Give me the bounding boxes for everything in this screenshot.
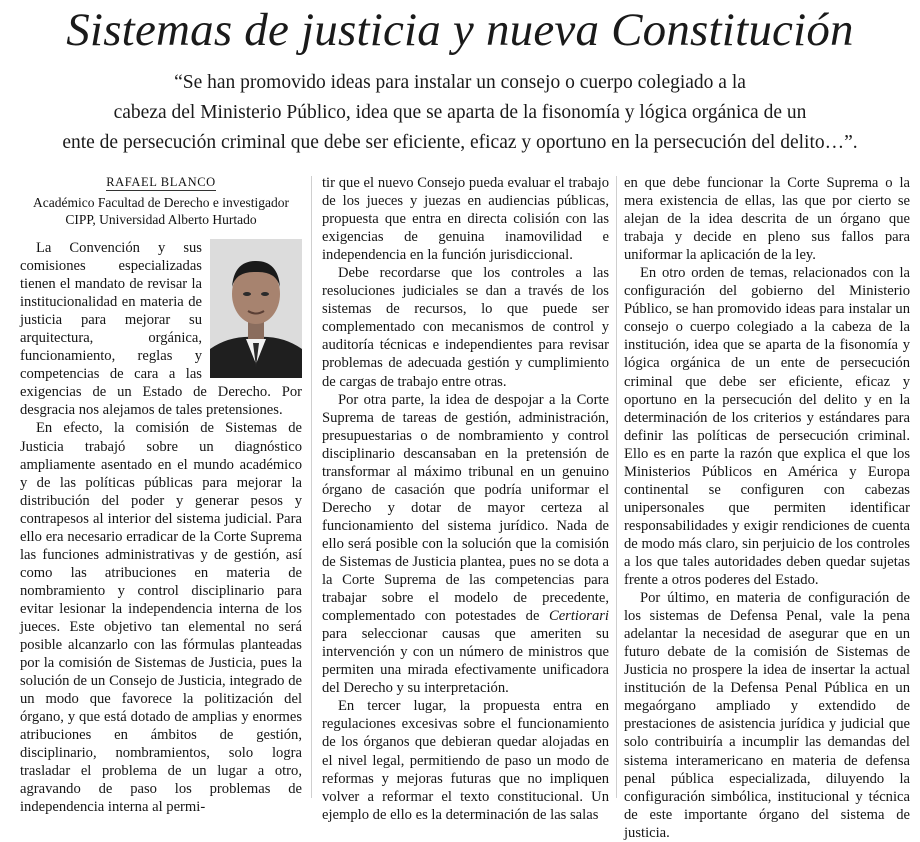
paragraph: En efecto, la comisión de Sistemas de Justicia trabajó sobre un diagnóstico ampliamente asentado en el mundo académico y de las políticas públicas para mejorar la distribución del poder y generar pesos y contrapesos al interior del sistema judicial. Para ello era necesario erradicar de la Corte Suprema las funciones administrativas y de gestión, así como las atribuciones en materia de nombramiento y control disciplinario para evitar lesionar la independencia interna de los jueces. Este objetivo tan elemental no será posible alcanzarlo con las fórmulas planteadas por la comisión de Sistemas de Justicia, pues la solución de un Consejo de Justicia, integrado de un modo que favorece la politización del órgano, y que está dotado de amplias y enormes atribuciones en ámbitos de gestión, disciplinario, nombramientos, solo logra trasladar el problema de un lugar a otro, agravando de paso los problemas de independencia interna al permi- — [20, 420, 302, 816]
latin-term: Certiorari — [548, 608, 609, 625]
author-photo — [210, 239, 302, 378]
headline: Sistemas de justicia y nueva Constitución — [66, 4, 854, 56]
paragraph-text: Por otra parte, la idea de despojar a la Corte Suprema de tareas de gestión, administración, presupuestarias o de nombramiento y control disciplinario descansaban en la pretensión de transformar al máximo tribunal en un genuino órgano de casación que podría uniformar el Derecho y dotar de mayor certeza al funcionamiento del sistema jurídico. Nada de ello será posible con la solución que la comisión de Sistemas de Justicia plantea, pues no se dota a la Corte Suprema de las competencias para trabajar sobre el modelo de precedente, complementado con potestades de — [322, 391, 609, 625]
lead-quote-line: cabeza del Ministerio Público, idea que se aparta de la fisonomía y lógica orgánica de un — [113, 102, 807, 123]
paragraph-text: para seleccionar causas que ameriten su intervención y con un número de ministros que permiten una mirada efectivamente unificadora del Derecho y su interpretación. — [322, 626, 609, 697]
author-portrait-icon — [210, 239, 302, 378]
article-column-3 — [624, 174, 910, 842]
paragraph: Debe recordarse que los controles a las resoluciones judiciales se dan a través de los sistemas de recursos, lo que puede ser complementado con mecanismos de control y auditoría técnicas e independientes para revisar problemas de adecuada gestión y cumplimiento de cargas de trabajo entre otras. — [322, 265, 609, 390]
column-rule — [616, 176, 617, 798]
author-name: RAFAEL BLANCO — [106, 175, 216, 189]
author-affiliation-line: Académico Facultad de Derecho e investigador — [32, 195, 290, 210]
paragraph: Por último, en materia de configuración de los sistemas de Defensa Penal, vale la pena adelantar la necesidad de asegurar que en un futuro debate de la comisión de Sistemas de Justicia no prospere la idea de insertar la actual institución de la Defensa Penal Pública en un megaórgano ampliado y extendido de prestaciones de asistencia jurídica y judicial que solo contribuiría a incumplir las demandas del sistema interamericano en materia de defensa penal pública especializada, diluyendo la configuración simbólica, institucional y técnica de este importante órgano del sistema de justicia. — [624, 590, 910, 841]
paragraph: en que debe funcionar la Corte Suprema o la mera existencia de ellas, las que por cierto se alejan de la idea descrita de un órgano que trabaja y decide en pleno sus fallos para uniformar la aplicación de la ley. — [624, 175, 910, 264]
column-rule — [311, 176, 312, 798]
paragraph: tir que el nuevo Consejo pueda evaluar el trabajo de los jueces y juezas en audiencias públicas, propuesta que entra en directa colisión con las exigencias de genuina inamovilidad e independencia en la función jurisdiccional. — [322, 175, 609, 264]
paragraph: En tercer lugar, la propuesta entra en regulaciones excesivas sobre el funcionamiento de los órganos que debieran quedar alojadas en el nivel legal, permitiendo de paso un modo de reformas y mejoras futuras que no impliquen volver a reformar el texto constitucional. Un ejemplo de ello es la determinación de las salas — [322, 698, 609, 823]
author-affiliation-line: CIPP, Universidad Alberto Hurtado — [65, 212, 257, 227]
paragraph — [322, 391, 609, 698]
article-column-2 — [322, 174, 609, 824]
byline — [20, 174, 302, 191]
article-column-1 — [20, 239, 302, 817]
lead-quote-line: ente de persecución criminal que debe ser eficiente, eficaz y oportuno en la persecución del delito…”. — [62, 132, 858, 153]
paragraph: En otro orden de temas, relacionados con la configuración del gobierno del Ministerio Público, se han promovido ideas para instalar un consejo o cuerpo colegiado a la cabeza de la institución, idea que se aparta de la fisonomía y lógica orgánica de un ente de persecución criminal que debe ser eficiente, eficaz y oportuno en la persecución del delito y en la determinación de los criterios y estándares para definir las políticas de persecución criminal. Ello es en parte la razón que explica el que los Ministerios Públicos en América y Europa continental se configuren con cabezas unipersonales que permiten identificar responsabilidades y exigir rendiciones de cuenta de modo más claro, sin perjuicio de los controles a los que tales autoridades deben quedar sujetas frente a otros poderes del Estado. — [624, 265, 910, 589]
paragraph: La Convención y sus comisiones especializadas tienen el mandato de revisar la institucionalidad en materia de justicia para mejorar su arquitectura, orgánica, funcionamiento, reglas y competencias de cara a las exigencias de un Estado de Derecho. Por desgracia nos alejamos de tales pretensiones. — [20, 240, 302, 419]
lead-quote — [10, 68, 910, 158]
lead-quote-line: “Se han promovido ideas para instalar un consejo o cuerpo colegiado a la — [174, 72, 746, 93]
author-affiliation — [20, 194, 302, 228]
